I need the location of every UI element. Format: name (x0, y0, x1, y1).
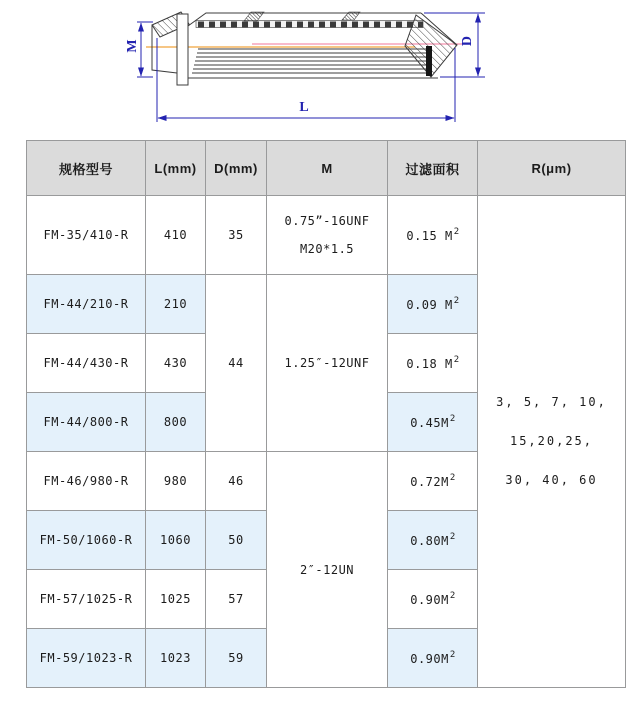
cell-model: FM-35/410-R (27, 196, 146, 275)
cell-micron-ratings (478, 196, 626, 688)
cell-model: FM-44/800-R (27, 393, 146, 452)
cell-filter-area: $0.45M^2$ (388, 393, 478, 452)
cone-core-band (426, 46, 432, 76)
table-row (27, 196, 626, 275)
col-header-filter-area: 过滤面积 (388, 141, 478, 196)
cell-length: 1025 (146, 570, 206, 629)
cell-model: FM-44/430-R (27, 334, 146, 393)
cell-diameter: 46 (206, 452, 267, 511)
cell-model: FM-44/210-R (27, 275, 146, 334)
cell-filter-area: 0.15 $M^2$ (388, 196, 478, 275)
cell-thread-merged: 1.25″-12UNF (267, 275, 388, 452)
filter-technical-drawing (0, 0, 634, 138)
cell-model: FM-50/1060-R (27, 511, 146, 570)
cell-diameter: 57 (206, 570, 267, 629)
cell-length: 800 (146, 393, 206, 452)
dim-label-m: M (125, 39, 140, 53)
end-cap-collar (177, 14, 188, 85)
header-row (27, 141, 626, 196)
cell-model: FM-57/1025-R (27, 570, 146, 629)
micron-line3: 30, 40, 60 (505, 473, 598, 487)
micron-line2: 15,20,25, (509, 434, 594, 448)
cell-diameter: 50 (206, 511, 267, 570)
dim-label-d: D (460, 35, 475, 47)
cell-model: FM-46/980-R (27, 452, 146, 511)
col-header-model: 规格型号 (27, 141, 146, 196)
col-header-micron-rating: R(μm) (478, 141, 626, 196)
cell-length: 1060 (146, 511, 206, 570)
cell-filter-area: $0.90M^2$ (388, 570, 478, 629)
cell-model: FM-59/1023-R (27, 629, 146, 688)
cell-length: 1023 (146, 629, 206, 688)
cell-filter-area: $0.72M^2$ (388, 452, 478, 511)
filter-body-outline (152, 12, 457, 85)
thread-spec-line2: M20*1.5 (299, 242, 355, 256)
micron-line1: 3, 5, 7, 10, (496, 395, 607, 409)
cell-filter-area: 0.09 $M^2$ (388, 275, 478, 334)
cell-thread-merged: 2″-12UN (267, 452, 388, 688)
col-header-diameter: D(mm) (206, 141, 267, 196)
cell-filter-area: 0.18 $M^2$ (388, 334, 478, 393)
col-header-length: L(mm) (146, 141, 206, 196)
perforated-band (196, 21, 423, 28)
cell-length: 210 (146, 275, 206, 334)
thread-spec-line1: 0.75”-16UNF (284, 214, 370, 228)
filter-drawing-svg (0, 0, 634, 138)
cell-length: 430 (146, 334, 206, 393)
cell-thread (267, 196, 388, 275)
cell-filter-area: $0.90M^2$ (388, 629, 478, 688)
dim-label-l: L (299, 100, 309, 115)
cell-length: 410 (146, 196, 206, 275)
cell-diameter: 59 (206, 629, 267, 688)
cell-length: 980 (146, 452, 206, 511)
cell-diameter: 35 (206, 196, 267, 275)
spec-table (26, 140, 626, 688)
cell-diameter-merged: 44 (206, 275, 267, 452)
cell-filter-area: $0.80M^2$ (388, 511, 478, 570)
col-header-thread: M (267, 141, 388, 196)
